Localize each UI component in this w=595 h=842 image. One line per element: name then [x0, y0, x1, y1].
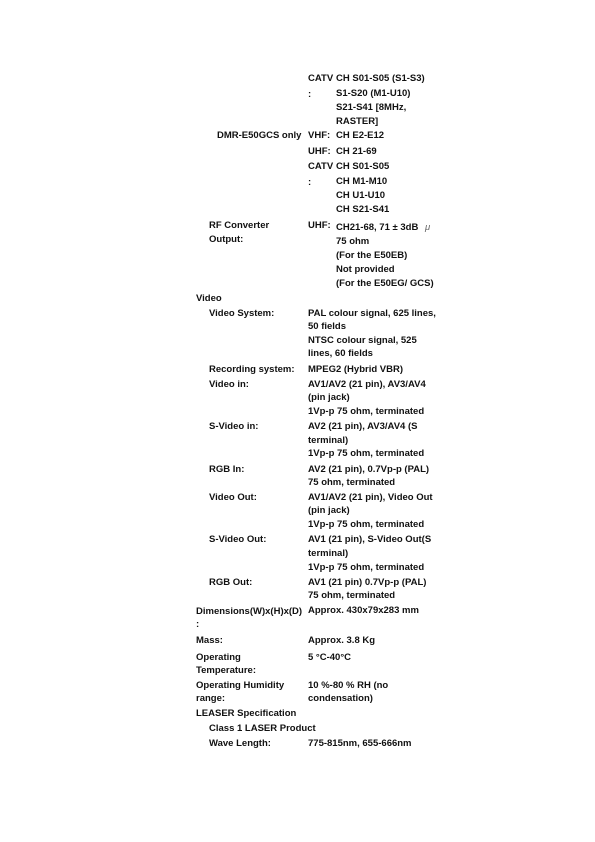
s-video-in-value: AV2 (21 pin), AV3/AV4 (S	[308, 421, 418, 432]
dimensions-label: :	[196, 619, 200, 630]
s-video-out-value: AV1 (21 pin), S-Video Out(S	[308, 534, 432, 545]
laser-heading: LEASER Specification	[196, 708, 297, 719]
video-system-value: 50 fields	[308, 321, 347, 332]
vhf-label: VHF:	[308, 130, 331, 141]
operating-humidity-value: 10 %-80 % RH (no	[308, 680, 389, 691]
mass-value: Approx. 3.8 Kg	[308, 635, 376, 646]
s-video-in-label: S-Video in:	[209, 421, 259, 432]
video-out-value: (pin jack)	[308, 505, 350, 516]
rgb-in-label: RGB In:	[209, 464, 245, 475]
converter-uhf-label: UHF:	[308, 220, 331, 231]
rgb-out-label: RGB Out:	[209, 577, 253, 588]
s-video-out-value: 1Vp-p 75 ohm, terminated	[308, 562, 425, 573]
rgb-in-value: 75 ohm, terminated	[308, 477, 396, 488]
operating-temperature-label: Temperature:	[196, 665, 257, 676]
uhf-value: CH 21-69	[336, 146, 377, 157]
video-out-value: 1Vp-p 75 ohm, terminated	[308, 519, 425, 530]
converter-value: Not provided	[336, 264, 395, 275]
video-system-value: lines, 60 fields	[308, 348, 373, 359]
operating-humidity-label: range:	[196, 693, 226, 704]
operating-temperature-value: 5 °C-40°C	[308, 652, 351, 663]
recording-system-value: MPEG2 (Hybrid VBR)	[308, 364, 404, 375]
catv-value: S21-S41 [8MHz,	[336, 102, 407, 113]
catv2-value: CH S21-S41	[336, 204, 390, 215]
catv-value: CH S01-S05 (S1-S3)	[336, 73, 425, 84]
converter-value: (For the E50EG/ GCS)	[336, 278, 434, 289]
video-in-value: AV1/AV2 (21 pin), AV3/AV4	[308, 379, 426, 390]
converter-value: 75 ohm	[336, 236, 370, 247]
wave-length-value: 775-815nm, 655-666nm	[308, 738, 412, 749]
catv2-colon: :	[308, 177, 312, 188]
s-video-in-value: terminal)	[308, 435, 349, 446]
s-video-in-value: 1Vp-p 75 ohm, terminated	[308, 448, 425, 459]
converter-value: (For the E50EB)	[336, 250, 408, 261]
operating-humidity-label: Operating Humidity	[196, 680, 285, 691]
laser-class: Class 1 LASER Product	[209, 723, 316, 734]
catv-colon: :	[308, 89, 312, 100]
catv2-label: CATV	[308, 161, 334, 172]
dimensions-value: Approx. 430x79x283 mm	[308, 605, 419, 616]
s-video-out-value: terminal)	[308, 548, 349, 559]
video-in-value: 1Vp-p 75 ohm, terminated	[308, 406, 425, 417]
video-in-label: Video in:	[209, 379, 249, 390]
rgb-out-value: 75 ohm, terminated	[308, 590, 396, 601]
video-out-label: Video Out:	[209, 492, 257, 503]
catv2-value: CH M1-M10	[336, 176, 388, 187]
catv2-value: CH S01-S05	[336, 161, 390, 172]
vhf-value: CH E2-E12	[336, 130, 385, 141]
video-heading: Video	[196, 293, 222, 304]
catv-value: RASTER]	[336, 116, 379, 127]
video-system-label: Video System:	[209, 308, 275, 319]
catv-value: S1-S20 (M1-U10)	[336, 88, 411, 99]
mass-label: Mass:	[196, 635, 223, 646]
video-in-value: (pin jack)	[308, 392, 350, 403]
rgb-in-value: AV2 (21 pin), 0.7Vp-p (PAL)	[308, 464, 430, 475]
rf-converter-label: RF Converter	[209, 220, 270, 231]
recording-system-label: Recording system:	[209, 364, 295, 375]
catv2-value: CH U1-U10	[336, 190, 386, 201]
operating-humidity-value: condensation)	[308, 693, 373, 704]
video-out-value: AV1/AV2 (21 pin), Video Out	[308, 492, 433, 503]
video-system-value: PAL colour signal, 625 lines,	[308, 308, 436, 319]
converter-value: CH21-68, 71 ± 3dB	[336, 222, 419, 233]
video-system-value: NTSC colour signal, 525	[308, 335, 417, 346]
rgb-out-value: AV1 (21 pin) 0.7Vp-p (PAL)	[308, 577, 427, 588]
operating-temperature-label: Operating	[196, 652, 241, 663]
catv-label: CATV	[308, 73, 334, 84]
uhf-label: UHF:	[308, 146, 331, 157]
converter-unit: μ	[425, 222, 431, 233]
dimensions-label: Dimensions(W)x(H)x(D)	[196, 606, 303, 617]
model-note: DMR-E50GCS only	[217, 130, 302, 141]
wave-length-label: Wave Length:	[209, 738, 271, 749]
rf-converter-label: Output:	[209, 234, 244, 245]
s-video-out-label: S-Video Out:	[209, 534, 267, 545]
